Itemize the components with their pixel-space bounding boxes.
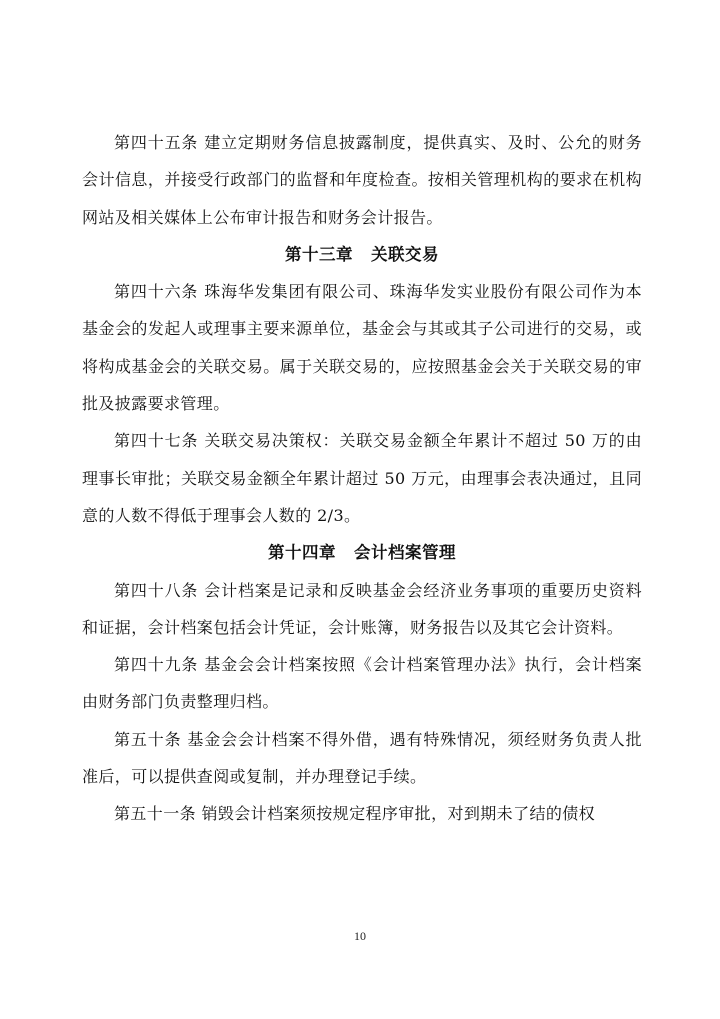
- chapter-number: 第十三章: [285, 244, 353, 264]
- chapter-number: 第十四章: [268, 543, 336, 563]
- article-48: 第四十八条 会计档案是记录和反映基金会经济业务事项的重要历史资料和证据，会计档案包括会计凭证，会计账簿，财务报告以及其它会计资料。: [82, 580, 642, 637]
- page-number: 10: [354, 929, 366, 943]
- article-50: 第五十条 基金会会计档案不得外借，遇有特殊情况，须经财务负责人批准后，可以提供查阅或复制，并办理登记手续。: [82, 729, 642, 787]
- article-45: 第四十五条 建立定期财务信息披露制度，提供真实、及时、公允的财务会计信息，并接受行政部门的监督和年度检查。按相关管理机构的要求在机构网站及相关媒体上公布审计报告和财务会计报告。: [82, 133, 642, 227]
- chapter-title: 关联交易: [371, 244, 439, 264]
- article-46: 第四十六条 珠海华发集团有限公司、珠海华发实业股份有限公司作为本基金会的发起人或理事主要来源单位，基金会与其或其子公司进行的交易，或将构成基金会的关联交易。属于关联交易的，应按照基金会关于关联交易的审批及披露要求管理。: [82, 282, 642, 414]
- chapter-14-heading: [82, 534, 642, 571]
- article-49: 第四十九条 基金会会计档案按照《会计档案管理办法》执行，会计档案由财务部门负责整理归档。: [82, 655, 642, 712]
- chapter-title: 会计档案管理: [354, 543, 456, 563]
- article-51: 第五十一条 销毁会计档案须按规定程序审批，对到期未了结的债权: [114, 804, 596, 824]
- article-47: 第四十七条 关联交易决策权：关联交易金额全年累计不超过 50 万的由理事长审批；关联交易金额全年累计超过 50 万元，由理事会表决通过，且同意的人数不得低于理事会人数的 2/3。: [82, 431, 642, 525]
- document-body: [82, 124, 642, 833]
- chapter-13-heading: [82, 236, 642, 273]
